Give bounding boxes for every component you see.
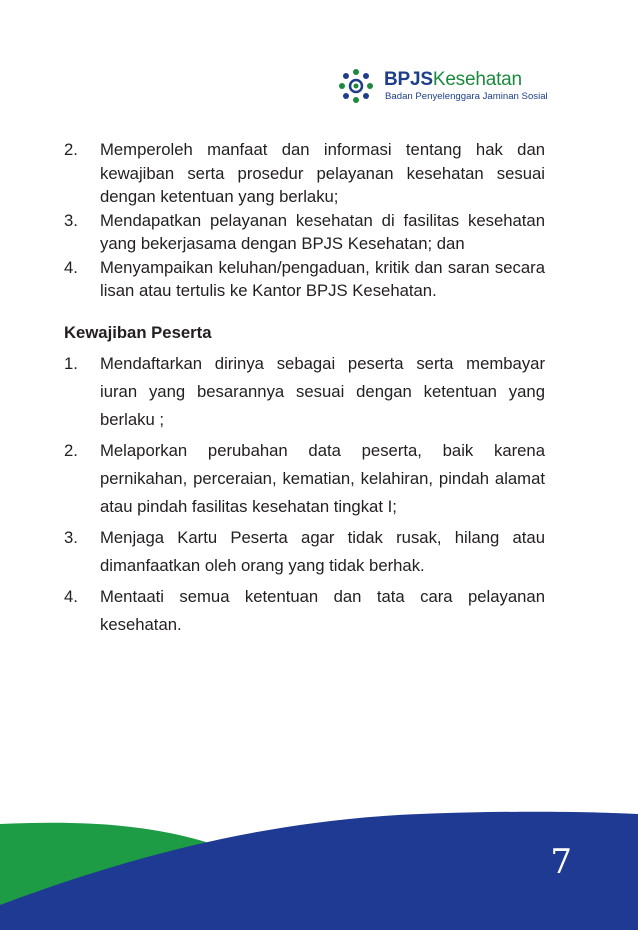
list-item-number: 4. <box>64 257 78 277</box>
list-item-number: 3. <box>64 210 78 230</box>
obligations-heading: Kewajiban Peserta <box>64 322 212 342</box>
list-item <box>64 209 545 256</box>
bpjs-logo <box>338 68 558 106</box>
list-item <box>64 437 545 521</box>
list-item-number: 3. <box>64 528 78 547</box>
list-item <box>64 256 545 303</box>
list-item-text: Mentaati semua ketentuan dan tata cara pelayanan kesehatan. <box>100 587 545 634</box>
list-item-text: Menyampaikan keluhan/pengaduan, kritik dan saran secara lisan atau tertulis ke Kantor BPJS Kesehatan. <box>100 257 545 300</box>
logo-tagline: Badan Penyelenggara Jaminan Sosial <box>385 91 548 102</box>
list-item-text: Melaporkan perubahan data peserta, baik karena pernikahan, perceraian, kematian, kelahiran, pindah alamat atau pindah fasilitas kesehatan tingkat I; <box>100 441 545 516</box>
logo-brand-bpjs: BPJS <box>384 69 433 90</box>
bpjs-logo-icon <box>338 68 374 104</box>
list-item-text: Mendapatkan pelayanan kesehatan di fasilitas kesehatan yang bekerjasama dengan BPJS Kesehatan; dan <box>100 210 545 253</box>
list-item-text: Memperoleh manfaat dan informasi tentang hak dan kewajiban serta prosedur pelayanan kesehatan sesuai dengan ketentuan yang berlaku; <box>100 140 545 206</box>
list-item <box>64 138 545 209</box>
list-item-text: Mendaftarkan dirinya sebagai peserta serta membayar iuran yang besarannya sesuai dengan ketentuan yang berlaku ; <box>100 354 545 429</box>
page-content <box>64 138 545 642</box>
list-item <box>64 350 545 434</box>
list-item-number: 1. <box>64 354 78 373</box>
list-item-text: Menjaga Kartu Peserta agar tidak rusak, hilang atau dimanfaatkan oleh orang yang tidak berhak. <box>100 528 545 575</box>
page-number: 7 <box>550 842 572 882</box>
list-item-number: 4. <box>64 587 78 606</box>
list-item-number: 2. <box>64 140 78 159</box>
logo-wordmark <box>384 69 522 91</box>
list-item <box>64 583 545 639</box>
list-item-number: 2. <box>64 441 78 460</box>
obligations-list <box>64 350 545 639</box>
logo-brand-kesehatan: Kesehatan <box>432 69 522 90</box>
list-item <box>64 524 545 580</box>
rights-list <box>64 138 545 303</box>
footer-decoration <box>0 790 638 930</box>
